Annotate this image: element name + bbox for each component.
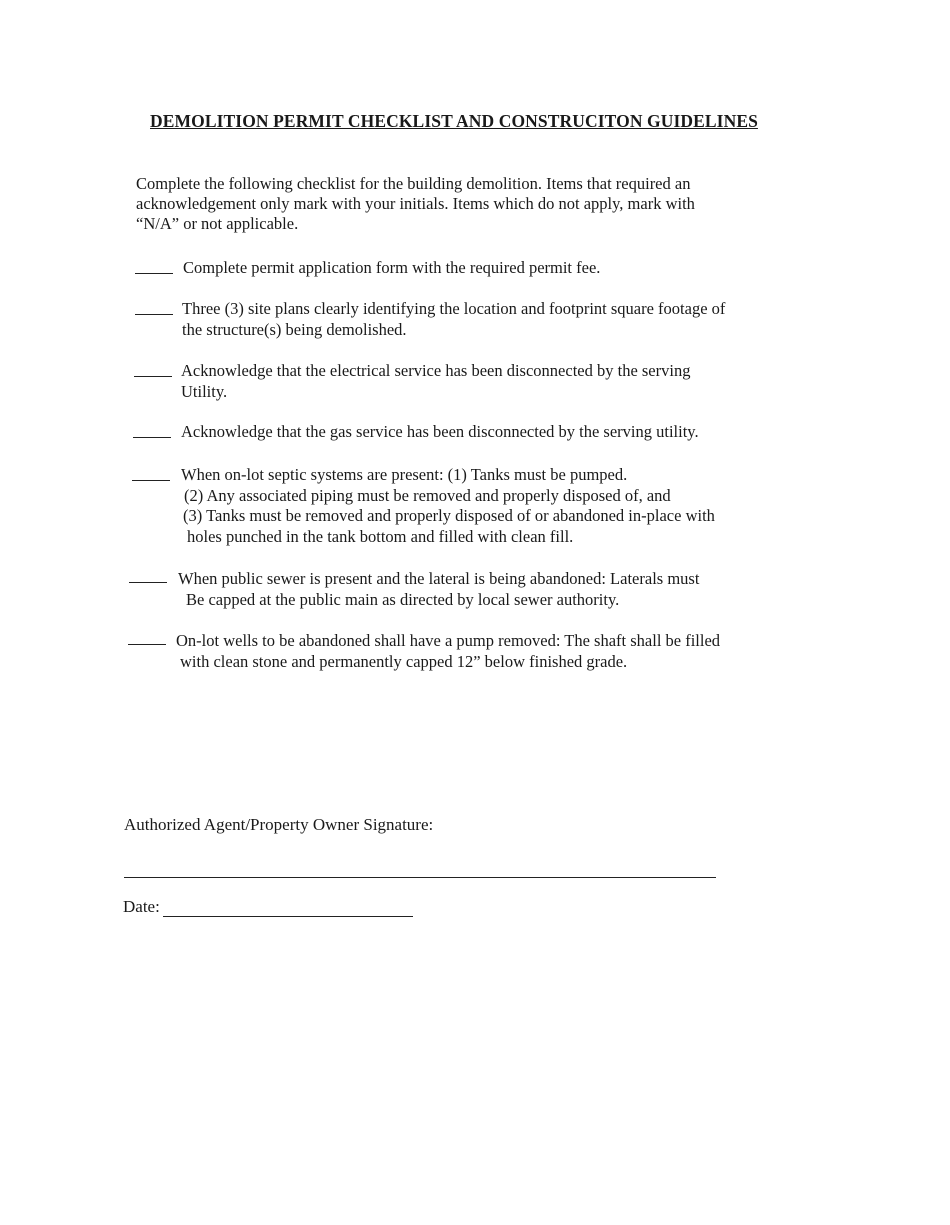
checklist-blank-1[interactable] <box>135 273 173 274</box>
checklist-blank-3[interactable] <box>134 376 172 377</box>
date-label: Date: <box>123 897 160 916</box>
checklist-item-text: Three (3) site plans clearly identifying the location and footprint square footage of <box>182 299 726 318</box>
checklist-item-text: Utility. <box>181 381 228 401</box>
checklist-item-text: Complete permit application form with the required permit fee. <box>183 258 601 277</box>
checklist-item-text: Acknowledge that the gas service has been disconnected by the serving utility. <box>181 422 699 441</box>
checklist-blank-6[interactable] <box>129 582 167 583</box>
checklist-blank-2[interactable] <box>135 314 173 315</box>
checklist-item-7 <box>176 631 720 672</box>
signature-line[interactable] <box>124 877 716 878</box>
checklist-item-1 <box>183 258 600 279</box>
checklist-item-5 <box>181 465 715 547</box>
checklist-item-2 <box>182 299 725 340</box>
checklist-item-text: On-lot wells to be abandoned shall have a pump removed: The shaft shall be filled <box>176 631 721 650</box>
checklist-item-4 <box>181 422 699 443</box>
checklist-item-text: When on-lot septic systems are present: (1) Tanks must be pumped. <box>181 465 628 484</box>
checklist-blank-5[interactable] <box>132 480 170 481</box>
checklist-item-3 <box>181 361 690 402</box>
intro-line: Complete the following checklist for the building demolition. Items that required an <box>136 174 691 193</box>
intro-line: “N/A” or not applicable. <box>136 214 299 233</box>
intro-line: acknowledgement only mark with your initials. Items which do not apply, mark with <box>136 194 695 213</box>
checklist-blank-4[interactable] <box>133 437 171 438</box>
signature-label: Authorized Agent/Property Owner Signature: <box>124 815 434 834</box>
checklist-item-text: (3) Tanks must be removed and properly disposed of or abandoned in-place with <box>183 506 715 525</box>
checklist-item-text: with clean stone and permanently capped 12” below finished grade. <box>180 651 628 671</box>
checklist-item-text: the structure(s) being demolished. <box>182 319 407 339</box>
checklist-item-6 <box>178 569 699 610</box>
intro-paragraph <box>136 174 816 234</box>
document-title: DEMOLITION PERMIT CHECKLIST AND CONSTRUCITON GUIDELINES <box>150 111 758 131</box>
checklist-item-text: When public sewer is present and the lateral is being abandoned: Laterals must <box>178 569 700 588</box>
checklist-blank-7[interactable] <box>128 644 166 645</box>
checklist-item-text: Be capped at the public main as directed by local sewer authority. <box>186 589 620 609</box>
checklist-item-text: holes punched in the tank bottom and filled with clean fill. <box>187 526 574 546</box>
checklist-item-text: Acknowledge that the electrical service has been disconnected by the serving <box>181 361 691 380</box>
checklist-item-text: (2) Any associated piping must be removed and properly disposed of, and <box>184 485 671 505</box>
date-line[interactable] <box>163 916 413 917</box>
